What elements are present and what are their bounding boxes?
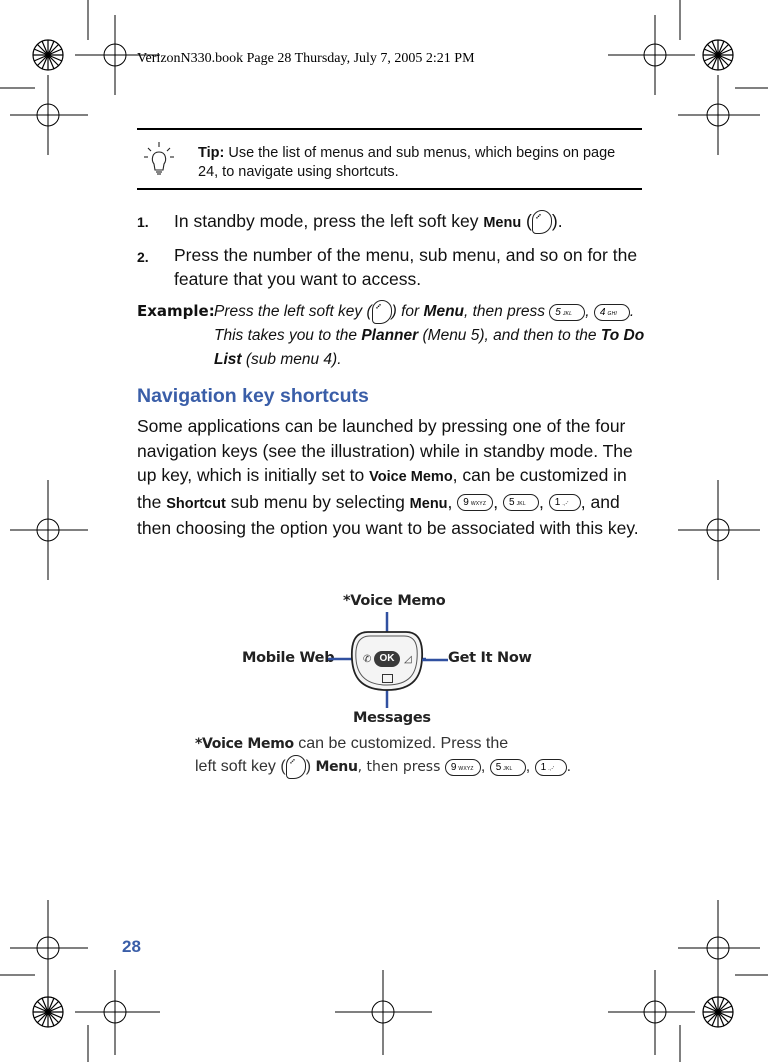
key-9-icon: 9 WXYZ bbox=[457, 494, 493, 511]
key-5-icon: 5 JKL bbox=[490, 759, 526, 776]
left-soft-key-icon bbox=[286, 755, 306, 779]
step-1-text: In standby mode, press the left soft key Menu (••• ). bbox=[174, 209, 644, 235]
envelope-icon bbox=[382, 674, 393, 683]
example-label: Example: bbox=[137, 302, 215, 320]
diagram-caption: *Voice Memo can be customized. Press the left soft key (••• ) Menu, then press 9 WXYZ , 5 JKL , 1 .,-' . bbox=[195, 733, 635, 779]
key-1-icon: 1 .,-' bbox=[549, 494, 581, 511]
step-number: 2. bbox=[137, 249, 149, 265]
lightbulb-icon bbox=[143, 140, 175, 180]
right-connector bbox=[422, 658, 448, 662]
step-number: 1. bbox=[137, 214, 149, 230]
signal-icon: ◿ bbox=[404, 654, 412, 665]
key-1-icon: 1 .,-' bbox=[535, 759, 567, 776]
key-9-icon: 9 WXYZ bbox=[445, 759, 481, 776]
section-heading: Navigation key shortcuts bbox=[137, 385, 369, 407]
key-5-icon: 5 JKL bbox=[503, 494, 539, 511]
step-2-text: Press the number of the menu, sub menu, and so on for the feature that you want to access. bbox=[174, 245, 638, 289]
ok-button: OK bbox=[374, 651, 400, 667]
down-key-label: Messages bbox=[353, 710, 431, 726]
section-paragraph: Some applications can be launched by pressing one of the four navigation keys (see the illustration) while in standby mode. The up key, which is initially set to Voice Memo, can be customized in the Shortcut sub menu by selecting Menu, 9 WXYZ , 5 JKL , 1 .,-' , and then choosing the option you want to be associated with this key. bbox=[137, 416, 639, 538]
file-info-header: VerizonN330.book Page 28 Thursday, July 7, 2005 2:21 PM bbox=[137, 51, 475, 66]
up-key-label: *Voice Memo bbox=[343, 593, 446, 609]
key-5-icon: 5 JKL bbox=[549, 304, 585, 321]
left-soft-key-icon bbox=[372, 300, 392, 324]
page-number: 28 bbox=[122, 937, 141, 956]
phone-icon: ✆ bbox=[363, 654, 372, 665]
example-text: Press the left soft key (••• ) for Menu, then press 5 JKL , 4 GHI . This takes you to the Planner (Menu 5), and then to the To Do List (sub menu 4). bbox=[214, 300, 646, 372]
left-soft-key-icon bbox=[532, 210, 552, 234]
right-key-label: Get It Now bbox=[448, 650, 532, 666]
key-4-icon: 4 GHI bbox=[594, 304, 630, 321]
tip-text: Tip: Use the list of menus and sub menus, which begins on page 24, to navigate using shortcuts. bbox=[198, 145, 616, 180]
left-key-label: Mobile Web bbox=[242, 650, 335, 666]
